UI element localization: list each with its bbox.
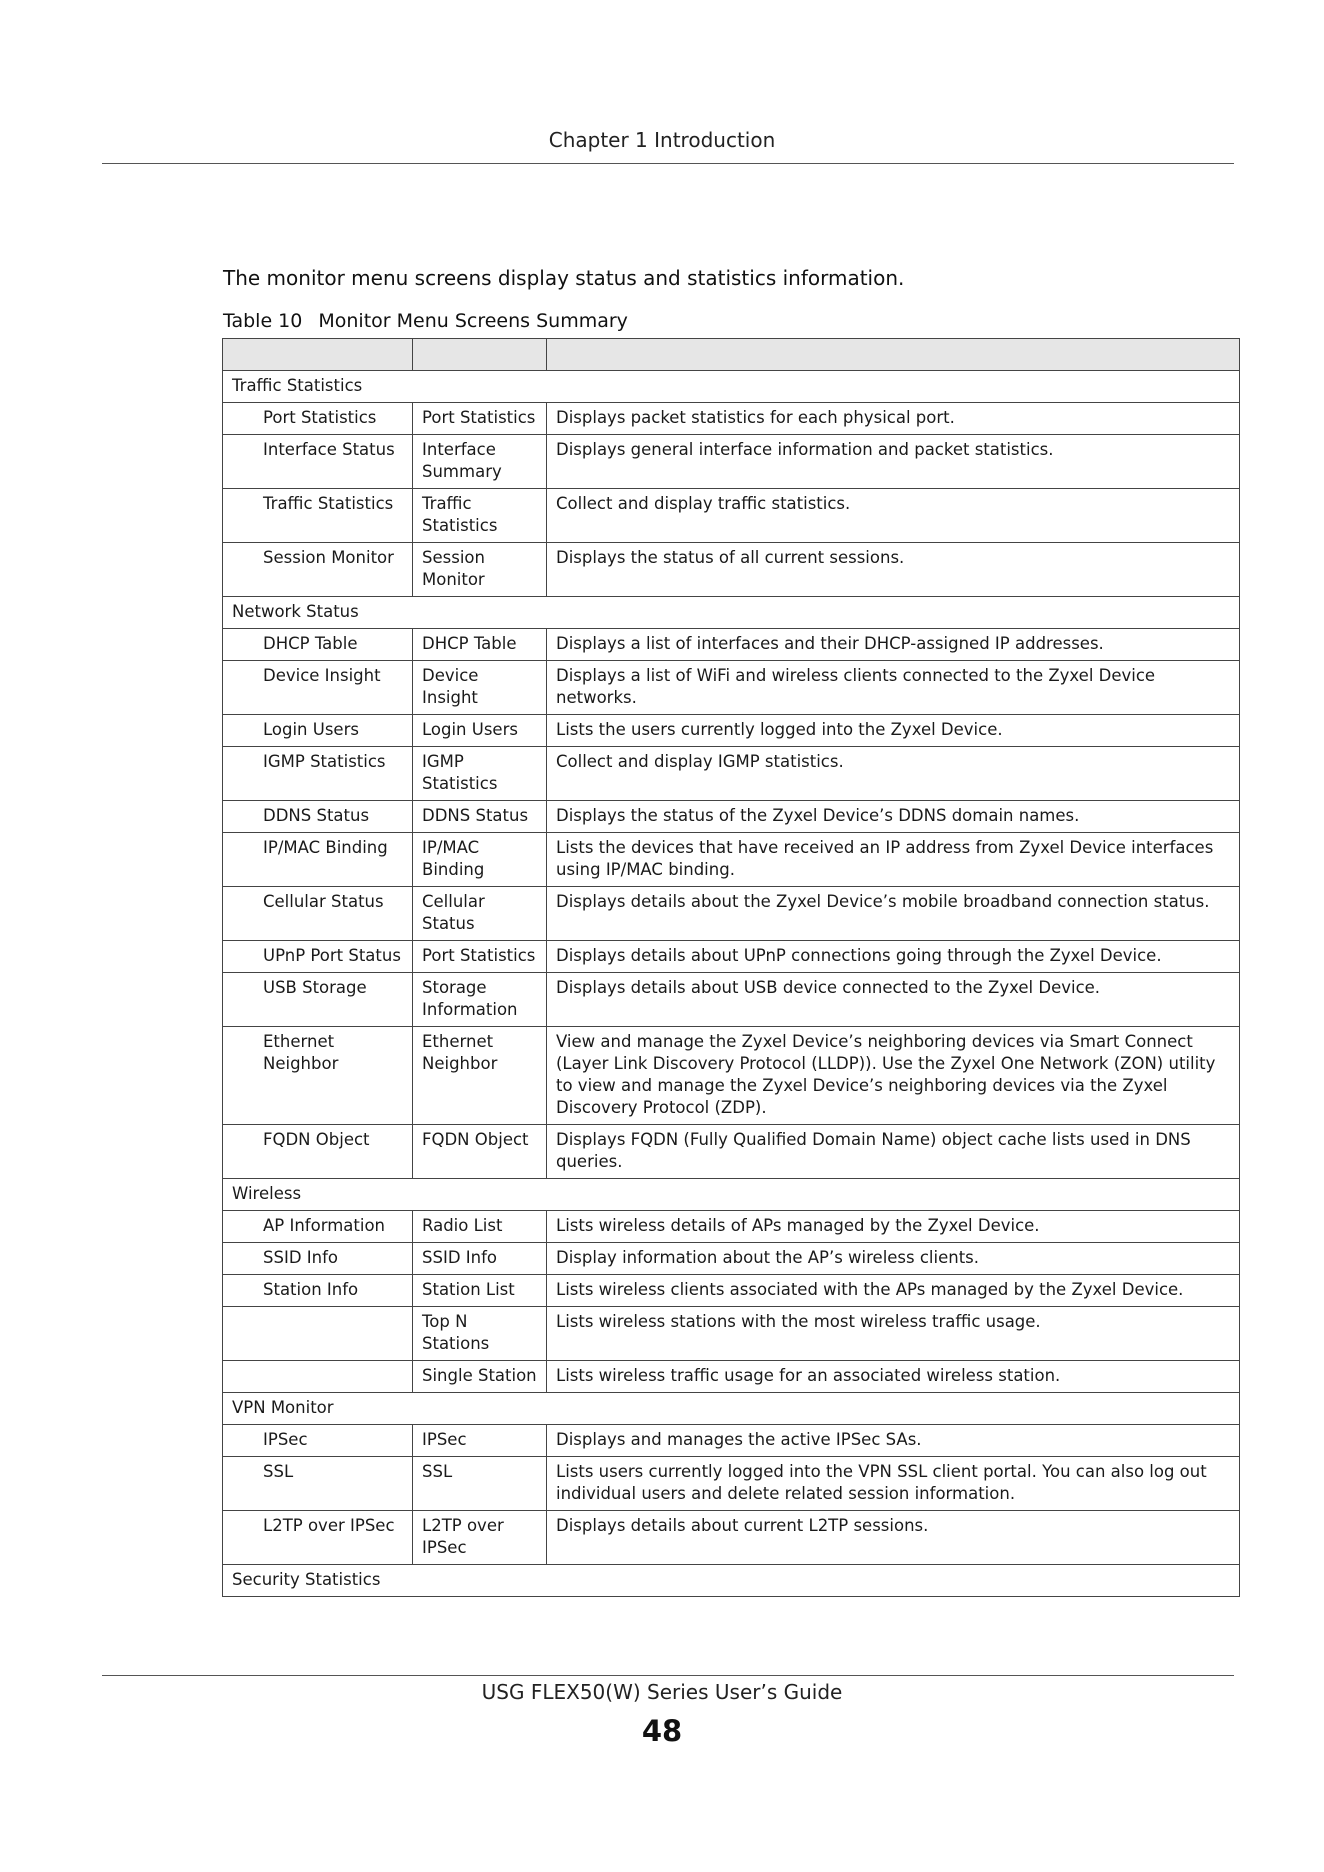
section-title: Network Status xyxy=(223,597,1240,629)
tab-cell: FQDN Object xyxy=(413,1125,547,1179)
function-cell: Displays general interface information and packet statistics. xyxy=(547,435,1240,489)
function-cell: Displays and manages the active IPSec SAs. xyxy=(547,1425,1240,1457)
table-row xyxy=(223,801,1240,833)
menu-cell: IGMP Statistics xyxy=(223,747,413,801)
table-row xyxy=(223,435,1240,489)
tab-cell: Cellular Status xyxy=(413,887,547,941)
function-cell: Lists the devices that have received an IP address from Zyxel Device interfaces using IP/MAC binding. xyxy=(547,833,1240,887)
tab-cell: Ethernet Neighbor xyxy=(413,1027,547,1125)
table-section-row xyxy=(223,597,1240,629)
table-header-row xyxy=(223,339,1240,371)
tab-cell: Interface Summary xyxy=(413,435,547,489)
table-row xyxy=(223,403,1240,435)
header-cell xyxy=(547,339,1240,371)
header-cell xyxy=(223,339,413,371)
chapter-header: Chapter 1 Introduction xyxy=(548,128,776,152)
tab-cell: Radio List xyxy=(413,1211,547,1243)
table-row xyxy=(223,1307,1240,1361)
tab-cell: Storage Information xyxy=(413,973,547,1027)
tab-cell: L2TP over IPSec xyxy=(413,1511,547,1565)
table-row xyxy=(223,887,1240,941)
function-cell: Collect and display IGMP statistics. xyxy=(547,747,1240,801)
tab-cell: SSID Info xyxy=(413,1243,547,1275)
function-cell: Collect and display traffic statistics. xyxy=(547,489,1240,543)
tab-cell: Session Monitor xyxy=(413,543,547,597)
intro-paragraph: The monitor menu screens display status and statistics information. xyxy=(223,266,905,290)
table-row xyxy=(223,1125,1240,1179)
menu-cell: Ethernet Neighbor xyxy=(223,1027,413,1125)
table-row xyxy=(223,747,1240,801)
menu-cell: IP/MAC Binding xyxy=(223,833,413,887)
table-row xyxy=(223,1425,1240,1457)
menu-cell: USB Storage xyxy=(223,973,413,1027)
table-row xyxy=(223,1243,1240,1275)
function-cell: Displays a list of interfaces and their DHCP-assigned IP addresses. xyxy=(547,629,1240,661)
function-cell: Lists wireless stations with the most wireless traffic usage. xyxy=(547,1307,1240,1361)
tab-cell: DHCP Table xyxy=(413,629,547,661)
function-cell: Lists users currently logged into the VPN SSL client portal. You can also log out individual users and delete related session information. xyxy=(547,1457,1240,1511)
function-cell: Displays details about current L2TP sessions. xyxy=(547,1511,1240,1565)
menu-cell: Interface Status xyxy=(223,435,413,489)
table-section-row xyxy=(223,1179,1240,1211)
menu-cell: DDNS Status xyxy=(223,801,413,833)
function-cell: Displays a list of WiFi and wireless clients connected to the Zyxel Device networks. xyxy=(547,661,1240,715)
menu-cell: L2TP over IPSec xyxy=(223,1511,413,1565)
tab-cell: IPSec xyxy=(413,1425,547,1457)
table-section-row xyxy=(223,1565,1240,1597)
menu-cell: DHCP Table xyxy=(223,629,413,661)
menu-cell: IPSec xyxy=(223,1425,413,1457)
function-cell: Displays the status of all current sessions. xyxy=(547,543,1240,597)
table-caption xyxy=(223,310,628,332)
table-row xyxy=(223,629,1240,661)
menu-cell xyxy=(223,1307,413,1361)
menu-cell: SSL xyxy=(223,1457,413,1511)
table-row xyxy=(223,543,1240,597)
tab-cell: Traffic Statistics xyxy=(413,489,547,543)
menu-cell: AP Information xyxy=(223,1211,413,1243)
header-rule xyxy=(102,163,1234,164)
function-cell: Displays packet statistics for each physical port. xyxy=(547,403,1240,435)
table-row xyxy=(223,833,1240,887)
function-cell: Lists the users currently logged into the Zyxel Device. xyxy=(547,715,1240,747)
menu-cell: Port Statistics xyxy=(223,403,413,435)
table-section-row xyxy=(223,371,1240,403)
footer-rule xyxy=(102,1675,1234,1676)
menu-cell: Station Info xyxy=(223,1275,413,1307)
tab-cell: Port Statistics xyxy=(413,403,547,435)
tab-cell: IP/MAC Binding xyxy=(413,833,547,887)
function-cell: Display information about the AP’s wireless clients. xyxy=(547,1243,1240,1275)
menu-cell xyxy=(223,1361,413,1393)
function-cell: Displays FQDN (Fully Qualified Domain Name) object cache lists used in DNS queries. xyxy=(547,1125,1240,1179)
tab-cell: Top N Stations xyxy=(413,1307,547,1361)
tab-cell: Device Insight xyxy=(413,661,547,715)
tab-cell: DDNS Status xyxy=(413,801,547,833)
table-row xyxy=(223,715,1240,747)
function-cell: Displays the status of the Zyxel Device’s DDNS domain names. xyxy=(547,801,1240,833)
function-cell: Displays details about the Zyxel Device’s mobile broadband connection status. xyxy=(547,887,1240,941)
tab-cell: Login Users xyxy=(413,715,547,747)
function-cell: Lists wireless clients associated with the APs managed by the Zyxel Device. xyxy=(547,1275,1240,1307)
table-caption-title: Monitor Menu Screens Summary xyxy=(318,310,628,332)
menu-cell: Session Monitor xyxy=(223,543,413,597)
function-cell: Displays details about USB device connected to the Zyxel Device. xyxy=(547,973,1240,1027)
table-row xyxy=(223,1275,1240,1307)
table-row xyxy=(223,1027,1240,1125)
menu-cell: UPnP Port Status xyxy=(223,941,413,973)
tab-cell: Station List xyxy=(413,1275,547,1307)
section-title: VPN Monitor xyxy=(223,1393,1240,1425)
menu-cell: Cellular Status xyxy=(223,887,413,941)
table-row xyxy=(223,489,1240,543)
menu-cell: Device Insight xyxy=(223,661,413,715)
function-cell: Lists wireless traffic usage for an associated wireless station. xyxy=(547,1361,1240,1393)
menu-cell: Login Users xyxy=(223,715,413,747)
function-cell: View and manage the Zyxel Device’s neighboring devices via Smart Connect (Layer Link Discovery Protocol (LLDP)). Use the Zyxel One Network (ZON) utility to view and manage the Zyxel Device’s neighboring devices via the Zyxel Discovery Protocol (ZDP). xyxy=(547,1027,1240,1125)
table-section-row xyxy=(223,1393,1240,1425)
guide-title: USG FLEX50(W) Series User’s Guide xyxy=(481,1680,843,1704)
function-cell: Displays details about UPnP connections going through the Zyxel Device. xyxy=(547,941,1240,973)
monitor-menu-summary-table xyxy=(222,338,1240,1597)
table-row xyxy=(223,1457,1240,1511)
table-row xyxy=(223,661,1240,715)
table-row xyxy=(223,973,1240,1027)
table-row xyxy=(223,1211,1240,1243)
menu-cell: SSID Info xyxy=(223,1243,413,1275)
tab-cell: Single Station xyxy=(413,1361,547,1393)
section-title: Traffic Statistics xyxy=(223,371,1240,403)
table-row xyxy=(223,1511,1240,1565)
section-title: Wireless xyxy=(223,1179,1240,1211)
menu-cell: Traffic Statistics xyxy=(223,489,413,543)
tab-cell: Port Statistics xyxy=(413,941,547,973)
menu-cell: FQDN Object xyxy=(223,1125,413,1179)
page-number: 48 xyxy=(641,1714,683,1748)
table-caption-number: Table 10 xyxy=(223,310,303,332)
header-cell xyxy=(413,339,547,371)
table-row xyxy=(223,1361,1240,1393)
section-title: Security Statistics xyxy=(223,1565,1240,1597)
tab-cell: SSL xyxy=(413,1457,547,1511)
function-cell: Lists wireless details of APs managed by the Zyxel Device. xyxy=(547,1211,1240,1243)
table-row xyxy=(223,941,1240,973)
tab-cell: IGMP Statistics xyxy=(413,747,547,801)
